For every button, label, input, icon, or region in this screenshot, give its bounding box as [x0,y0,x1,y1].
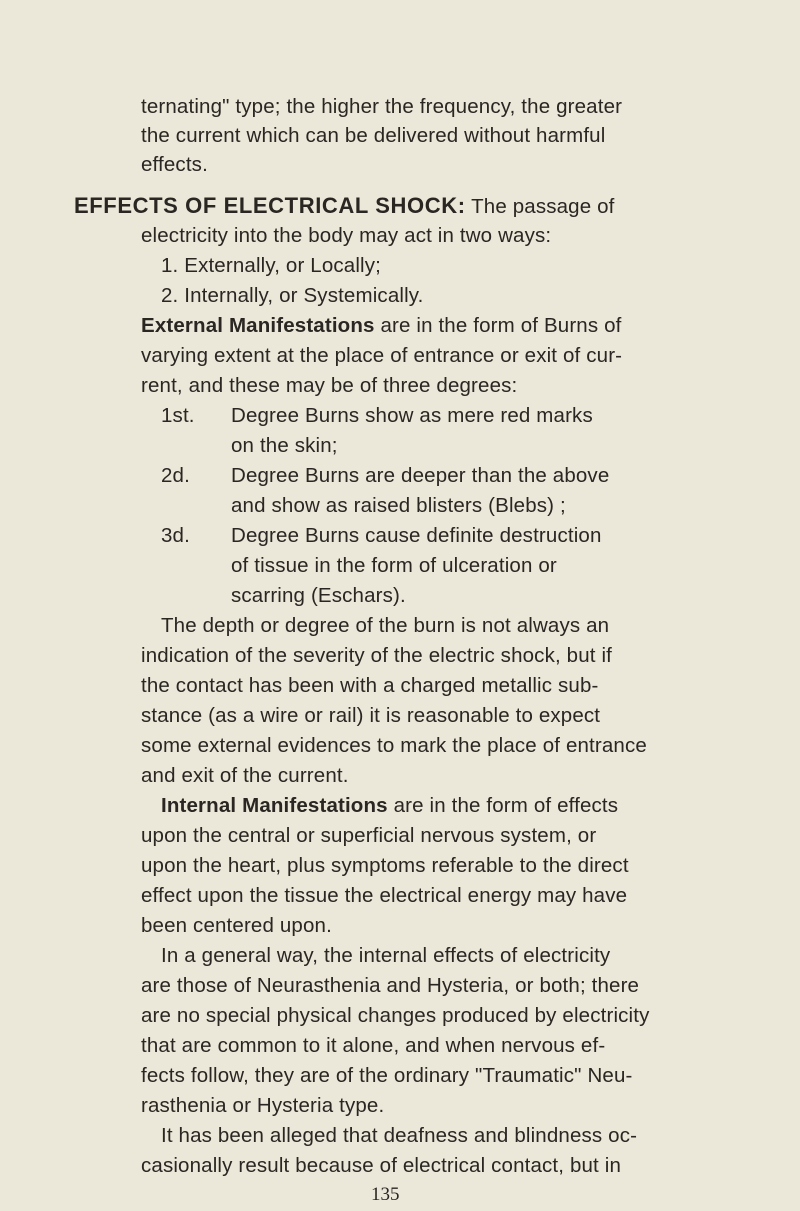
list-item: 1. Externally, or Locally; [161,254,382,277]
degree-description: Degree Burns are deeper than the above [231,464,610,487]
text-line: that are common to it alone, and when nervous ef- [141,1034,606,1057]
text-line: rasthenia or Hysteria type. [141,1094,385,1117]
degree-description: Degree Burns show as mere red marks [231,404,593,427]
text-line: effect upon the tissue the electrical energy may have [141,884,628,907]
degree-label: 2d. [161,464,190,487]
text-line: upon the heart, plus symptoms referable to the direct [141,854,629,877]
section-heading-line [74,193,615,220]
degree-description: scarring (Eschars). [231,584,406,607]
text-line: are those of Neurasthenia and Hysteria, or both; there [141,974,640,997]
page-number: 135 [371,1184,400,1205]
text-line: the contact has been with a charged metallic sub- [141,674,599,697]
degree-label: 1st. [161,404,195,427]
text-line: In a general way, the internal effects of electricity [161,944,611,967]
degree-description: of tissue in the form of ulceration or [231,554,557,577]
text-line: rent, and these may be of three degrees: [141,374,518,397]
text-line: and exit of the current. [141,764,349,787]
text-line: The depth or degree of the burn is not always an [161,614,610,637]
text-line: upon the central or superficial nervous system, or [141,824,597,847]
subsection-line [141,313,622,339]
degree-description: Degree Burns cause definite destruction [231,524,602,547]
text-line: electricity into the body may act in two ways: [141,224,552,247]
subsection-line [161,793,618,819]
subsection-label: Internal Manifestations [161,794,388,817]
section-heading: EFFECTS OF ELECTRICAL SHOCK: [74,193,466,218]
degree-description: and show as raised blisters (Blebs) ; [231,494,566,517]
text-line: effects. [141,153,208,176]
text-line: indication of the severity of the electric shock, but if [141,644,613,667]
text-fragment: are in the form of effects [393,794,619,817]
text-line: the current which can be delivered without harmful [141,124,606,147]
text-line: ternating" type; the higher the frequency, the greater [141,95,623,118]
text-line: It has been alleged that deafness and blindness oc- [161,1124,638,1147]
text-fragment: are in the form of Burns of [380,314,622,337]
degree-description: on the skin; [231,434,338,457]
text-line: varying extent at the place of entrance or exit of cur- [141,344,623,367]
text-line: been centered upon. [141,914,332,937]
text-fragment: The passage of [471,195,615,218]
text-line: stance (as a wire or rail) it is reasonable to expect [141,704,601,727]
degree-label: 3d. [161,524,190,547]
text-line: casionally result because of electrical contact, but in [141,1154,621,1177]
list-item: 2. Internally, or Systemically. [161,284,424,307]
text-line: are no special physical changes produced by electricity [141,1004,650,1027]
text-line: some external evidences to mark the place of entrance [141,734,647,757]
subsection-label: External Manifestations [141,314,375,337]
text-line: fects follow, they are of the ordinary "Traumatic" Neu- [141,1064,633,1087]
